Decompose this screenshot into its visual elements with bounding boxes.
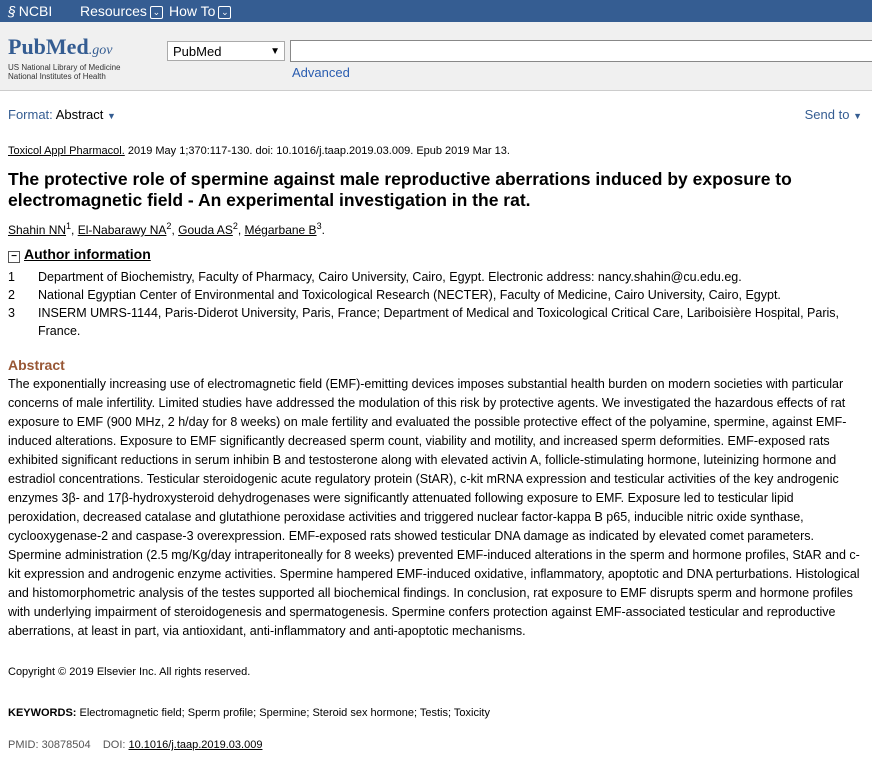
author-sup: 2 — [166, 221, 172, 231]
affiliation-item — [8, 268, 858, 286]
abstract-heading: Abstract — [8, 357, 65, 373]
keywords — [8, 707, 490, 719]
ncbi-home-link[interactable] — [8, 3, 52, 19]
database-select[interactable] — [167, 41, 285, 61]
pmid-label: PMID: — [8, 739, 39, 751]
pmid-value: 30878504 — [41, 739, 91, 751]
author-link[interactable]: Shahin NN — [8, 223, 67, 237]
caret-down-icon: ▼ — [853, 111, 862, 121]
collapse-icon: − — [8, 251, 20, 263]
dropdown-arrow-icon: ▼ — [270, 46, 280, 57]
author-list: Shahin $NN^1$, El-Nabarawy $NA^2$, Gouda $AS^2$, Mégarbane $B^3$. — [8, 221, 325, 237]
format-label: Format: — [8, 107, 53, 122]
affiliation-number: 2 — [8, 288, 15, 302]
pubmed-logo[interactable] — [8, 34, 112, 60]
caret-down-icon: ▼ — [107, 111, 116, 121]
author-link[interactable]: El-Nabarawy NA — [77, 223, 167, 237]
chevron-down-icon: ⌄ — [218, 6, 231, 19]
nlm-caption — [8, 63, 121, 81]
database-value: PubMed — [173, 44, 222, 59]
citation — [8, 145, 510, 157]
affiliation-item — [8, 304, 858, 340]
ncbi-top-bar — [0, 0, 872, 22]
nlm-line2: National Institutes of Health — [8, 72, 106, 81]
author-sup: 1 — [66, 221, 72, 231]
send-to-label: Send to — [804, 107, 850, 122]
author-sup: 2 — [232, 221, 238, 231]
ncbi-logo-icon: § — [8, 3, 16, 19]
send-to-dropdown[interactable] — [805, 107, 862, 122]
author-link[interactable]: Gouda AS — [178, 223, 233, 237]
format-value: Abstract — [55, 107, 104, 122]
citation-details: 2019 May 1;370:117-130. doi: 10.1016/j.taap.2019.03.009. Epub 2019 Mar 13. — [127, 145, 510, 157]
affiliation-text: INSERM UMRS-1144, Paris-Diderot University, Paris, France; Department of Medical and Toxicological Critical Care, Lariboisière Hospital, Paris, France. — [38, 306, 839, 338]
how-to-menu[interactable] — [169, 3, 231, 19]
pubmed-header — [0, 22, 872, 91]
author-sup: 3 — [316, 221, 322, 231]
chevron-down-icon: ⌄ — [150, 6, 163, 19]
author-info-label: Author information — [24, 246, 151, 262]
abstract-text: The exponentially increasing use of electromagnetic field (EMF)-emitting devices imposes substantial health burden on modern societies with particular concerns of male infertility. Limited studies have addressed the modulation of this risk by protective agents. We investigated the hazardous effects of rat exposure to EMF (900 MHz, 2 h/day for 8 weeks) on male fertility and evaluated the possible protective effect of the polyamine, spermine, against EMF-induced alterations. Exposure to EMF significantly decreased sperm count, viability and motility, and increased sperm deformities. EMF-exposed rats exhibited significant reductions in serum inhibin B and testosterone along with elevated activin A, follicle-stimulating hormone, luteinizing hormone and estradiol concentrations. Testicular steroidogenic acute regulatory protein (StAR), c-kit mRNA expression and testicular activities of the key androgenic enzymes 3β- and 17β-hydroxysteroid dehydrogenases were significantly attenuated following exposure to EMF. Exposure led to testicular lipid peroxidation, decreased catalase and glutathione peroxidase activities and triggered nuclear factor-kappa B p65, inducible nitric oxide synthase, cyclooxygenase-2 and caspase-3 overexpression. EMF-exposed rats showed testicular DNA damage as indicated by elevated comet parameters. Spermine administration (2.5 mg/Kg/day intraperitoneally for 8 weeks) prevented EMF-induced alterations in the sperm and hormone profiles, StAR and c-kit expression and androgenic enzyme activities. Spermine hampered EMF-induced oxidative, inflammatory, apoptotic and DNA perturbations. Histological and histomorphometric analysis of the testes supported all biochemical findings. In conclusion, rat exposure to EMF disrupts sperm and hormone profiles with underlying impairment of steroidogenesis and spermatogenesis. Spermine confers protection against EMF-associated testicular and reproductive aberrations, at least in part, via antioxidant, anti-inflammatory and anti-apoptotic mechanisms. — [8, 377, 860, 638]
affiliation-number: 1 — [8, 270, 15, 284]
advanced-search-link[interactable]: Advanced — [292, 65, 350, 80]
logo-med: Med — [45, 34, 89, 59]
affiliation-list — [8, 268, 858, 340]
author-link[interactable]: Mégarbane B — [244, 223, 317, 237]
doi-link[interactable]: 10.1016/j.taap.2019.03.009 — [128, 739, 263, 751]
ncbi-label: NCBI — [18, 3, 53, 19]
logo-gov: .gov — [88, 43, 113, 58]
format-dropdown[interactable] — [8, 107, 116, 122]
search-input[interactable] — [290, 40, 872, 62]
resources-menu[interactable] — [80, 3, 163, 19]
nlm-line1: US National Library of Medicine — [8, 63, 121, 72]
author-information-toggle[interactable] — [8, 246, 151, 263]
affiliation-text: Department of Biochemistry, Faculty of Pharmacy, Cairo University, Cairo, Egypt. Electronic address: nancy.shahin@cu.edu.eg. — [38, 270, 742, 284]
keywords-list: Electromagnetic field; Sperm profile; Spermine; Steroid sex hormone; Testis; Toxicity — [79, 707, 490, 719]
pmid-line — [8, 739, 262, 751]
logo-pub: Pub — [8, 34, 46, 59]
journal-link[interactable]: Toxicol Appl Pharmacol. — [8, 145, 125, 157]
article-title: The protective role of spermine against male reproductive aberrations induced by exposure to electromagnetic field - An experimental investigation in the rat. — [8, 169, 792, 210]
resources-label: Resources — [80, 3, 147, 19]
doi-label: DOI: — [102, 739, 126, 751]
keywords-label: KEYWORDS: — [8, 707, 77, 719]
copyright: Copyright © 2019 Elsevier Inc. All rights reserved. — [8, 666, 251, 678]
affiliation-item — [8, 286, 858, 304]
affiliation-text: National Egyptian Center of Environmental and Toxicological Research (NECTER), Faculty of Medicine, Cairo University, Cairo, Egypt. — [38, 288, 781, 302]
affiliation-number: 3 — [8, 306, 15, 320]
how-to-label: How To — [169, 3, 216, 19]
